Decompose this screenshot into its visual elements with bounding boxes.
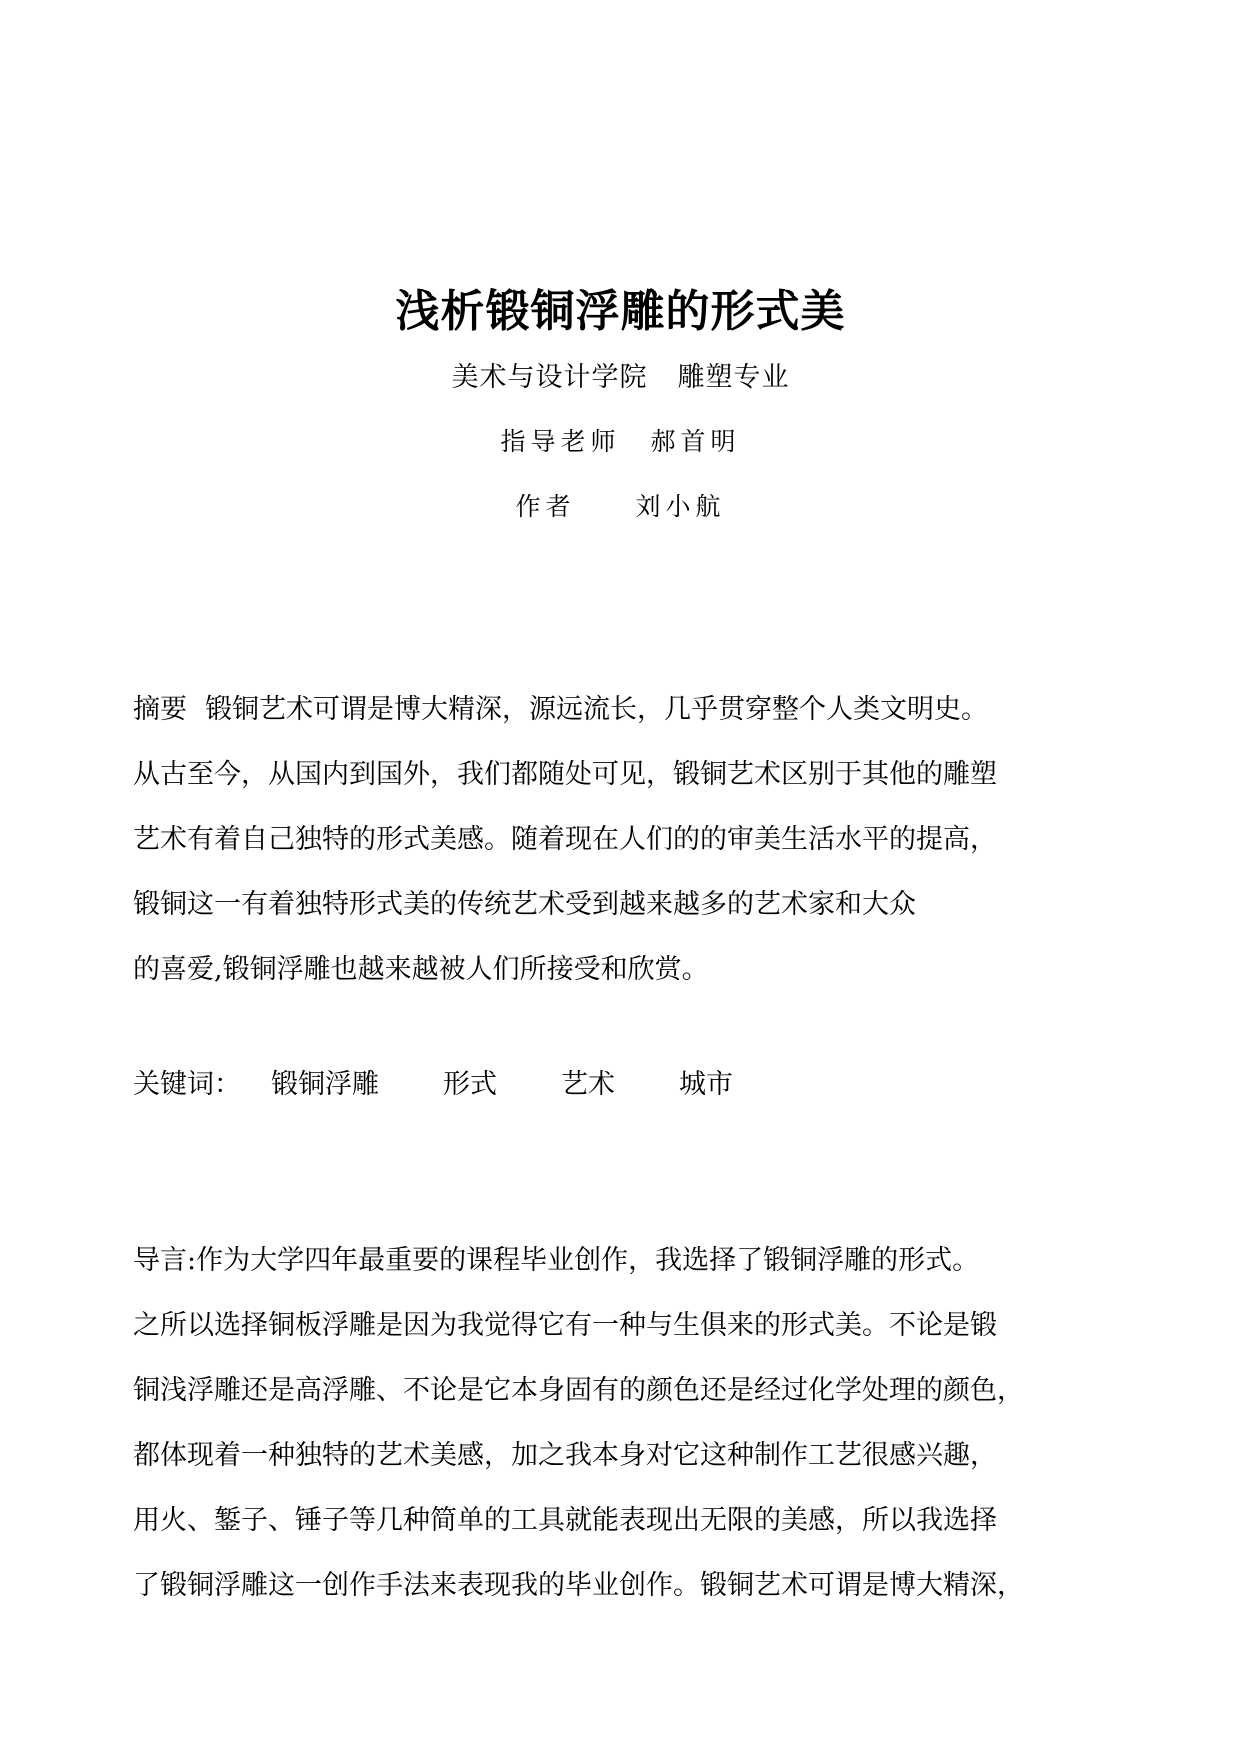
author-label: 作者 xyxy=(515,492,576,521)
intro-line: 用火、錾子、锤子等几种简单的工具就能表现出无限的美感，所以我选择 xyxy=(133,1505,997,1536)
advisor-name: 郝首明 xyxy=(650,427,741,456)
intro-line: 之所以选择铜板浮雕是因为我觉得它有一种与生俱来的形式美。不论是锻 xyxy=(133,1310,997,1341)
advisor-label: 指导老师 xyxy=(500,427,621,456)
author-line xyxy=(0,489,1241,525)
advisor-line xyxy=(0,424,1241,460)
keyword-item: 城市 xyxy=(679,1069,733,1100)
department-line xyxy=(0,360,1241,396)
abstract-label: 摘要 xyxy=(133,694,187,725)
abstract-line: 的喜爱,锻铜浮雕也越来越被人们所接受和欣赏。 xyxy=(133,954,709,985)
intro-line: 导言:作为大学四年最重要的课程毕业创作，我选择了锻铜浮雕的形式。 xyxy=(133,1245,980,1276)
keyword-item: 艺术 xyxy=(561,1069,615,1100)
abstract-line: 从古至今，从国内到国外，我们都随处可见，锻铜艺术区别于其他的雕塑 xyxy=(133,759,997,790)
keyword-item: 锻铜浮雕 xyxy=(271,1069,379,1100)
abstract-line xyxy=(133,677,1083,742)
abstract-text: 锻铜艺术可谓是博大精深，源远流长，几乎贯穿整个人类文明史。 xyxy=(205,694,988,725)
introduction-section xyxy=(133,1228,1093,1618)
intro-line: 都体现着一种独特的艺术美感，加之我本身对它这种制作工艺很感兴趣， xyxy=(133,1440,997,1471)
author-name: 刘小航 xyxy=(635,492,726,521)
keywords-section xyxy=(133,1065,733,1105)
keyword-item: 形式 xyxy=(443,1069,497,1100)
keywords-label: 关键词： xyxy=(133,1069,241,1100)
abstract-line: 锻铜这一有着独特形式美的传统艺术受到越来越多的艺术家和大众 xyxy=(133,889,916,920)
intro-line: 铜浅浮雕还是高浮雕、不论是它本身固有的颜色还是经过化学处理的颜色， xyxy=(133,1375,1024,1406)
college-name: 美术与设计学院 xyxy=(451,362,648,393)
intro-line: 了锻铜浮雕这一创作手法来表现我的毕业创作。锻铜艺术可谓是博大精深， xyxy=(133,1570,1024,1601)
major-name: 雕塑专业 xyxy=(677,362,790,393)
abstract-line: 艺术有着自己独特的形式美感。随着现在人们的的审美生活水平的提高， xyxy=(133,824,997,855)
abstract-section xyxy=(133,677,1083,1002)
paper-title: 浅析锻铜浮雕的形式美 xyxy=(395,286,846,337)
